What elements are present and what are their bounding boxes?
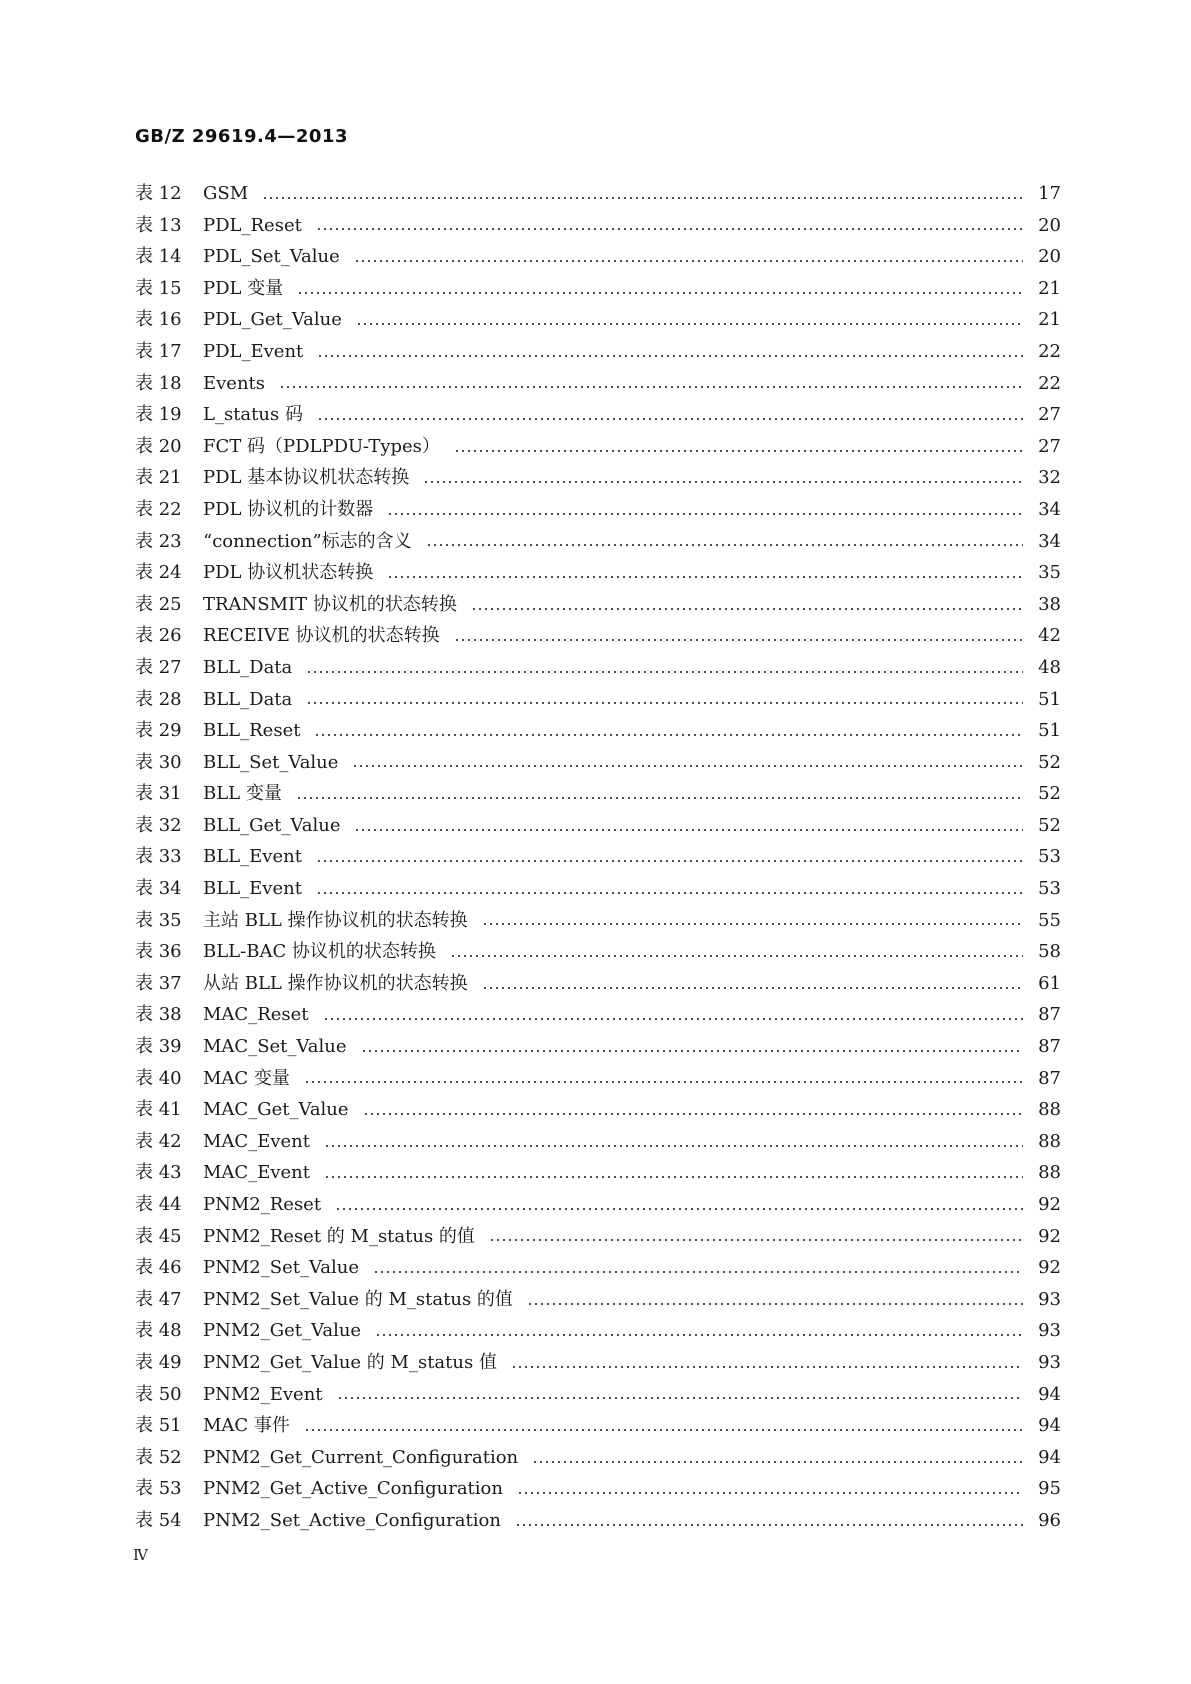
toc-entry-label: 表 26 [135,625,182,647]
toc-entry-label: 表 44 [135,1194,182,1215]
toc-entry[interactable] [135,210,1061,242]
toc-entry-title: BLL_Event [203,846,302,868]
toc-entry-label: 表 42 [135,1130,182,1152]
toc-entry-label: 表 40 [135,1067,182,1089]
toc-entry-label: 表 35 [135,909,182,931]
toc-entry-title: BLL_Data [203,688,293,710]
toc-entry-page: 52 [1038,814,1061,836]
toc-entry-page: 20 [1038,246,1061,268]
toc-entry-title: BLL 变量 [203,783,282,805]
toc-leader-dots [532,1461,1023,1463]
toc-leader-dots [482,923,1023,925]
toc-entry-title: L_status 码 [203,404,303,426]
toc-entry-title: PNM2_Set_Value [203,1257,360,1279]
toc-entry[interactable] [135,715,1061,747]
toc-entry[interactable] [135,399,1061,431]
toc-entry-title: BLL_Get_Value [203,814,341,836]
toc-entry-title: MAC_Get_Value [203,1099,349,1121]
toc-entry-label: 表 25 [135,593,182,615]
toc-entry[interactable] [135,494,1061,526]
toc-entry-label: 表 34 [135,878,182,900]
toc-leader-dots [262,197,1023,199]
toc-leader-dots [316,860,1023,862]
toc-leader-dots [314,734,1023,736]
toc-leader-dots [279,386,1023,388]
toc-entry[interactable] [135,431,1061,463]
toc-entry-title: 主站 BLL 操作协议机的状态转换 [203,909,468,931]
toc-leader-dots [317,355,1023,357]
toc-entry-title: PNM2_Reset [203,1194,322,1215]
toc-entry[interactable] [135,652,1061,684]
toc-entry-page: 51 [1038,688,1061,710]
toc-entry-title: BLL_Event [203,878,302,900]
toc-entry-label: 表 22 [135,498,182,520]
toc-leader-dots [454,639,1023,641]
toc-entry-page: 48 [1038,656,1061,678]
toc-entry-page: 32 [1038,467,1061,489]
toc-leader-dots [387,513,1023,515]
toc-entry[interactable] [135,841,1061,873]
toc-entry-label: 表 53 [135,1478,182,1500]
toc-entry-page: 21 [1038,309,1061,331]
document-standard-header: GB/Z 29619.4—2013 [135,126,348,147]
toc-entry-title: PDL_Set_Value [203,246,340,268]
toc-entry-page: 94 [1038,1415,1061,1437]
toc-entry[interactable] [135,1442,1061,1474]
toc-entry[interactable] [135,1284,1061,1316]
toc-leader-dots [324,1145,1023,1147]
toc-leader-dots [296,797,1023,799]
toc-entry-page: 96 [1038,1509,1061,1531]
toc-leader-dots [323,1018,1023,1020]
toc-entry[interactable] [135,336,1061,368]
toc-entry-title: BLL_Reset [203,720,301,742]
toc-entry-title: PNM2_Reset 的 M_status 的值 [203,1225,475,1247]
toc-entry-title: BLL-BAC 协议机的状态转换 [203,941,436,963]
toc-leader-dots [511,1366,1023,1368]
toc-leader-dots [373,1271,1023,1273]
toc-entry-title: Events [203,372,266,394]
toc-entry-page: 52 [1038,751,1061,773]
toc-leader-dots [454,450,1023,452]
toc-entry-label: 表 14 [135,246,182,268]
toc-leader-dots [316,228,1023,230]
toc-entry[interactable] [135,462,1061,494]
toc-entry-page: 93 [1038,1288,1061,1310]
toc-entry[interactable] [135,1126,1061,1158]
toc-leader-dots [517,1492,1023,1494]
toc-entry-label: 表 54 [135,1509,182,1531]
toc-entry[interactable] [135,1094,1061,1126]
toc-entry-label: 表 39 [135,1036,182,1058]
toc-entry[interactable] [135,368,1061,400]
toc-entry-page: 92 [1038,1194,1061,1215]
toc-leader-dots [450,955,1023,957]
toc-entry[interactable] [135,304,1061,336]
toc-leader-dots [304,1429,1023,1431]
toc-entry[interactable] [135,1031,1061,1063]
toc-entry-title: PDL 协议机的计数器 [203,498,374,520]
toc-entry-label: 表 52 [135,1446,182,1468]
toc-entry-title: “connection”标志的含义 [203,530,412,552]
toc-entry-title: GSM [203,183,249,204]
toc-leader-dots [356,323,1023,325]
toc-entry-title: RECEIVE 协议机的状态转换 [203,625,440,647]
toc-entry[interactable] [135,557,1061,589]
toc-leader-dots [304,1081,1023,1083]
toc-leader-dots [337,1397,1023,1399]
toc-leader-dots [489,1239,1023,1241]
toc-leader-dots [335,1208,1023,1210]
toc-entry[interactable] [135,1063,1061,1095]
toc-entry[interactable] [135,273,1061,305]
toc-entry-title: PDL_Event [203,340,304,362]
toc-leader-dots [354,260,1023,262]
toc-entry-title: PNM2_Set_Active_Configuration [203,1509,501,1531]
toc-entry-title: PNM2_Set_Value 的 M_status 的值 [203,1288,513,1310]
toc-entry-title: PDL 变量 [203,277,284,299]
toc-entry-page: 22 [1038,340,1061,362]
toc-entry-label: 表 13 [135,214,182,236]
toc-entry-title: MAC_Set_Value [203,1036,347,1058]
toc-entry-title: MAC_Event [203,1130,310,1152]
toc-entry-label: 表 28 [135,688,182,710]
toc-entry-label: 表 43 [135,1162,182,1184]
toc-entry[interactable] [135,1315,1061,1347]
toc-entry-label: 表 32 [135,814,182,836]
toc-entry-page: 87 [1038,1004,1061,1026]
toc-entry-label: 表 45 [135,1225,182,1247]
toc-entry-page: 93 [1038,1320,1061,1342]
toc-entry-page: 38 [1038,593,1061,615]
toc-entry-title: MAC_Reset [203,1004,309,1026]
toc-entry-page: 27 [1038,404,1061,426]
toc-entry-title: PDL 协议机状态转换 [203,562,374,584]
toc-entry-page: 61 [1038,972,1061,994]
toc-leader-dots [306,671,1023,673]
toc-entry[interactable] [135,873,1061,905]
toc-entry-page: 42 [1038,625,1061,647]
toc-leader-dots [423,481,1023,483]
toc-entry-page: 17 [1038,183,1061,204]
toc-entry[interactable] [135,684,1061,716]
toc-entry[interactable] [135,620,1061,652]
toc-entry-label: 表 31 [135,783,182,805]
toc-entry-label: 表 16 [135,309,182,331]
toc-entry-page: 87 [1038,1067,1061,1089]
toc-entry-page: 95 [1038,1478,1061,1500]
toc-leader-dots [375,1334,1023,1336]
toc-entry[interactable] [135,747,1061,779]
toc-entry-title: PNM2_Get_Current_Configuration [203,1446,519,1468]
toc-entry[interactable] [135,1252,1061,1284]
toc-entry[interactable] [135,810,1061,842]
toc-leader-dots [297,292,1023,294]
toc-entry[interactable] [135,526,1061,558]
toc-entry-label: 表 29 [135,720,182,742]
toc-entry[interactable] [135,1221,1061,1253]
toc-entry-label: 表 27 [135,656,182,678]
toc-entry-label: 表 19 [135,404,182,426]
toc-leader-dots [387,576,1023,578]
toc-leader-dots [515,1524,1023,1526]
toc-entry-title: PDL_Get_Value [203,309,342,331]
toc-entry-title: MAC 变量 [203,1067,290,1089]
toc-entry-page: 92 [1038,1225,1061,1247]
toc-entry-label: 表 12 [135,183,182,204]
toc-leader-dots [324,1176,1023,1178]
toc-entry[interactable] [135,968,1061,1000]
toc-entry-label: 表 20 [135,435,182,457]
toc-entry-label: 表 46 [135,1257,182,1279]
toc-entry-page: 94 [1038,1383,1061,1405]
toc-entry-label: 表 36 [135,941,182,963]
toc-leader-dots [426,544,1023,546]
toc-entry-title: TRANSMIT 协议机的状态转换 [203,593,457,615]
toc-entry-page: 52 [1038,783,1061,805]
toc-entry-label: 表 24 [135,562,182,584]
toc-leader-dots [527,1303,1023,1305]
toc-entry-page: 27 [1038,435,1061,457]
toc-leader-dots [316,892,1023,894]
toc-entry-title: 从站 BLL 操作协议机的状态转换 [203,972,468,994]
toc-entry[interactable] [135,241,1061,273]
toc-entry-page: 51 [1038,720,1061,742]
toc-entry-title: PDL 基本协议机状态转换 [203,467,410,489]
toc-entry[interactable] [135,999,1061,1031]
toc-leader-dots [306,702,1023,704]
toc-entry-label: 表 17 [135,340,182,362]
toc-entry-page: 87 [1038,1036,1061,1058]
toc-entry-page: 88 [1038,1130,1061,1152]
toc-entry[interactable] [135,1157,1061,1189]
toc-entry[interactable] [135,1347,1061,1379]
toc-entry[interactable] [135,936,1061,968]
toc-entry-title: MAC_Event [203,1162,310,1184]
toc-entry-label: 表 33 [135,846,182,868]
table-of-contents [135,178,1061,1537]
toc-entry-label: 表 50 [135,1383,182,1405]
toc-entry-label: 表 18 [135,372,182,394]
toc-entry-page: 34 [1038,530,1061,552]
toc-entry-page: 94 [1038,1446,1061,1468]
toc-leader-dots [361,1050,1024,1052]
toc-entry-label: 表 51 [135,1415,182,1437]
toc-entry-label: 表 23 [135,530,182,552]
toc-entry-title: PNM2_Get_Value 的 M_status 值 [203,1351,497,1373]
toc-entry-label: 表 37 [135,972,182,994]
toc-entry-page: 88 [1038,1099,1061,1121]
toc-entry-page: 22 [1038,372,1061,394]
toc-entry[interactable] [135,778,1061,810]
toc-entry[interactable] [135,1505,1061,1537]
toc-entry-title: BLL_Data [203,656,293,678]
toc-entry-title: FCT 码（PDLPDU-Types） [203,435,440,457]
toc-entry[interactable] [135,589,1061,621]
toc-entry-page: 88 [1038,1162,1061,1184]
toc-entry-title: PNM2_Get_Value [203,1320,362,1342]
toc-leader-dots [482,987,1023,989]
toc-entry-title: MAC 事件 [203,1415,290,1437]
toc-entry[interactable] [135,1410,1061,1442]
toc-entry-page: 53 [1038,846,1061,868]
toc-entry-page: 58 [1038,941,1061,963]
toc-entry[interactable] [135,1189,1061,1221]
toc-entry-page: 93 [1038,1351,1061,1373]
toc-leader-dots [354,829,1023,831]
toc-entry-label: 表 49 [135,1351,182,1373]
toc-entry-page: 35 [1038,562,1061,584]
toc-leader-dots [471,608,1023,610]
toc-leader-dots [317,418,1023,420]
toc-entry[interactable] [135,905,1061,937]
toc-entry[interactable] [135,1379,1061,1411]
toc-entry-label: 表 15 [135,277,182,299]
toc-entry-title: BLL_Set_Value [203,751,339,773]
toc-leader-dots [363,1113,1023,1115]
toc-entry-page: 55 [1038,909,1061,931]
toc-entry-label: 表 47 [135,1288,182,1310]
toc-entry-label: 表 30 [135,751,182,773]
toc-entry-page: 20 [1038,214,1061,236]
toc-entry-label: 表 48 [135,1320,182,1342]
toc-entry-page: 21 [1038,277,1061,299]
toc-entry-page: 53 [1038,878,1061,900]
toc-entry-title: PDL_Reset [203,214,302,236]
toc-entry-title: PNM2_Event [203,1383,323,1405]
toc-entry[interactable] [135,1473,1061,1505]
toc-leader-dots [352,765,1023,767]
toc-entry-page: 92 [1038,1257,1061,1279]
toc-entry-title: PNM2_Get_Active_Configuration [203,1478,503,1500]
toc-entry-label: 表 38 [135,1004,182,1026]
toc-entry-label: 表 41 [135,1099,182,1121]
toc-entry[interactable] [135,178,1061,210]
toc-entry-page: 34 [1038,498,1061,520]
page-number: Ⅳ [133,1546,148,1564]
toc-entry-label: 表 21 [135,467,182,489]
